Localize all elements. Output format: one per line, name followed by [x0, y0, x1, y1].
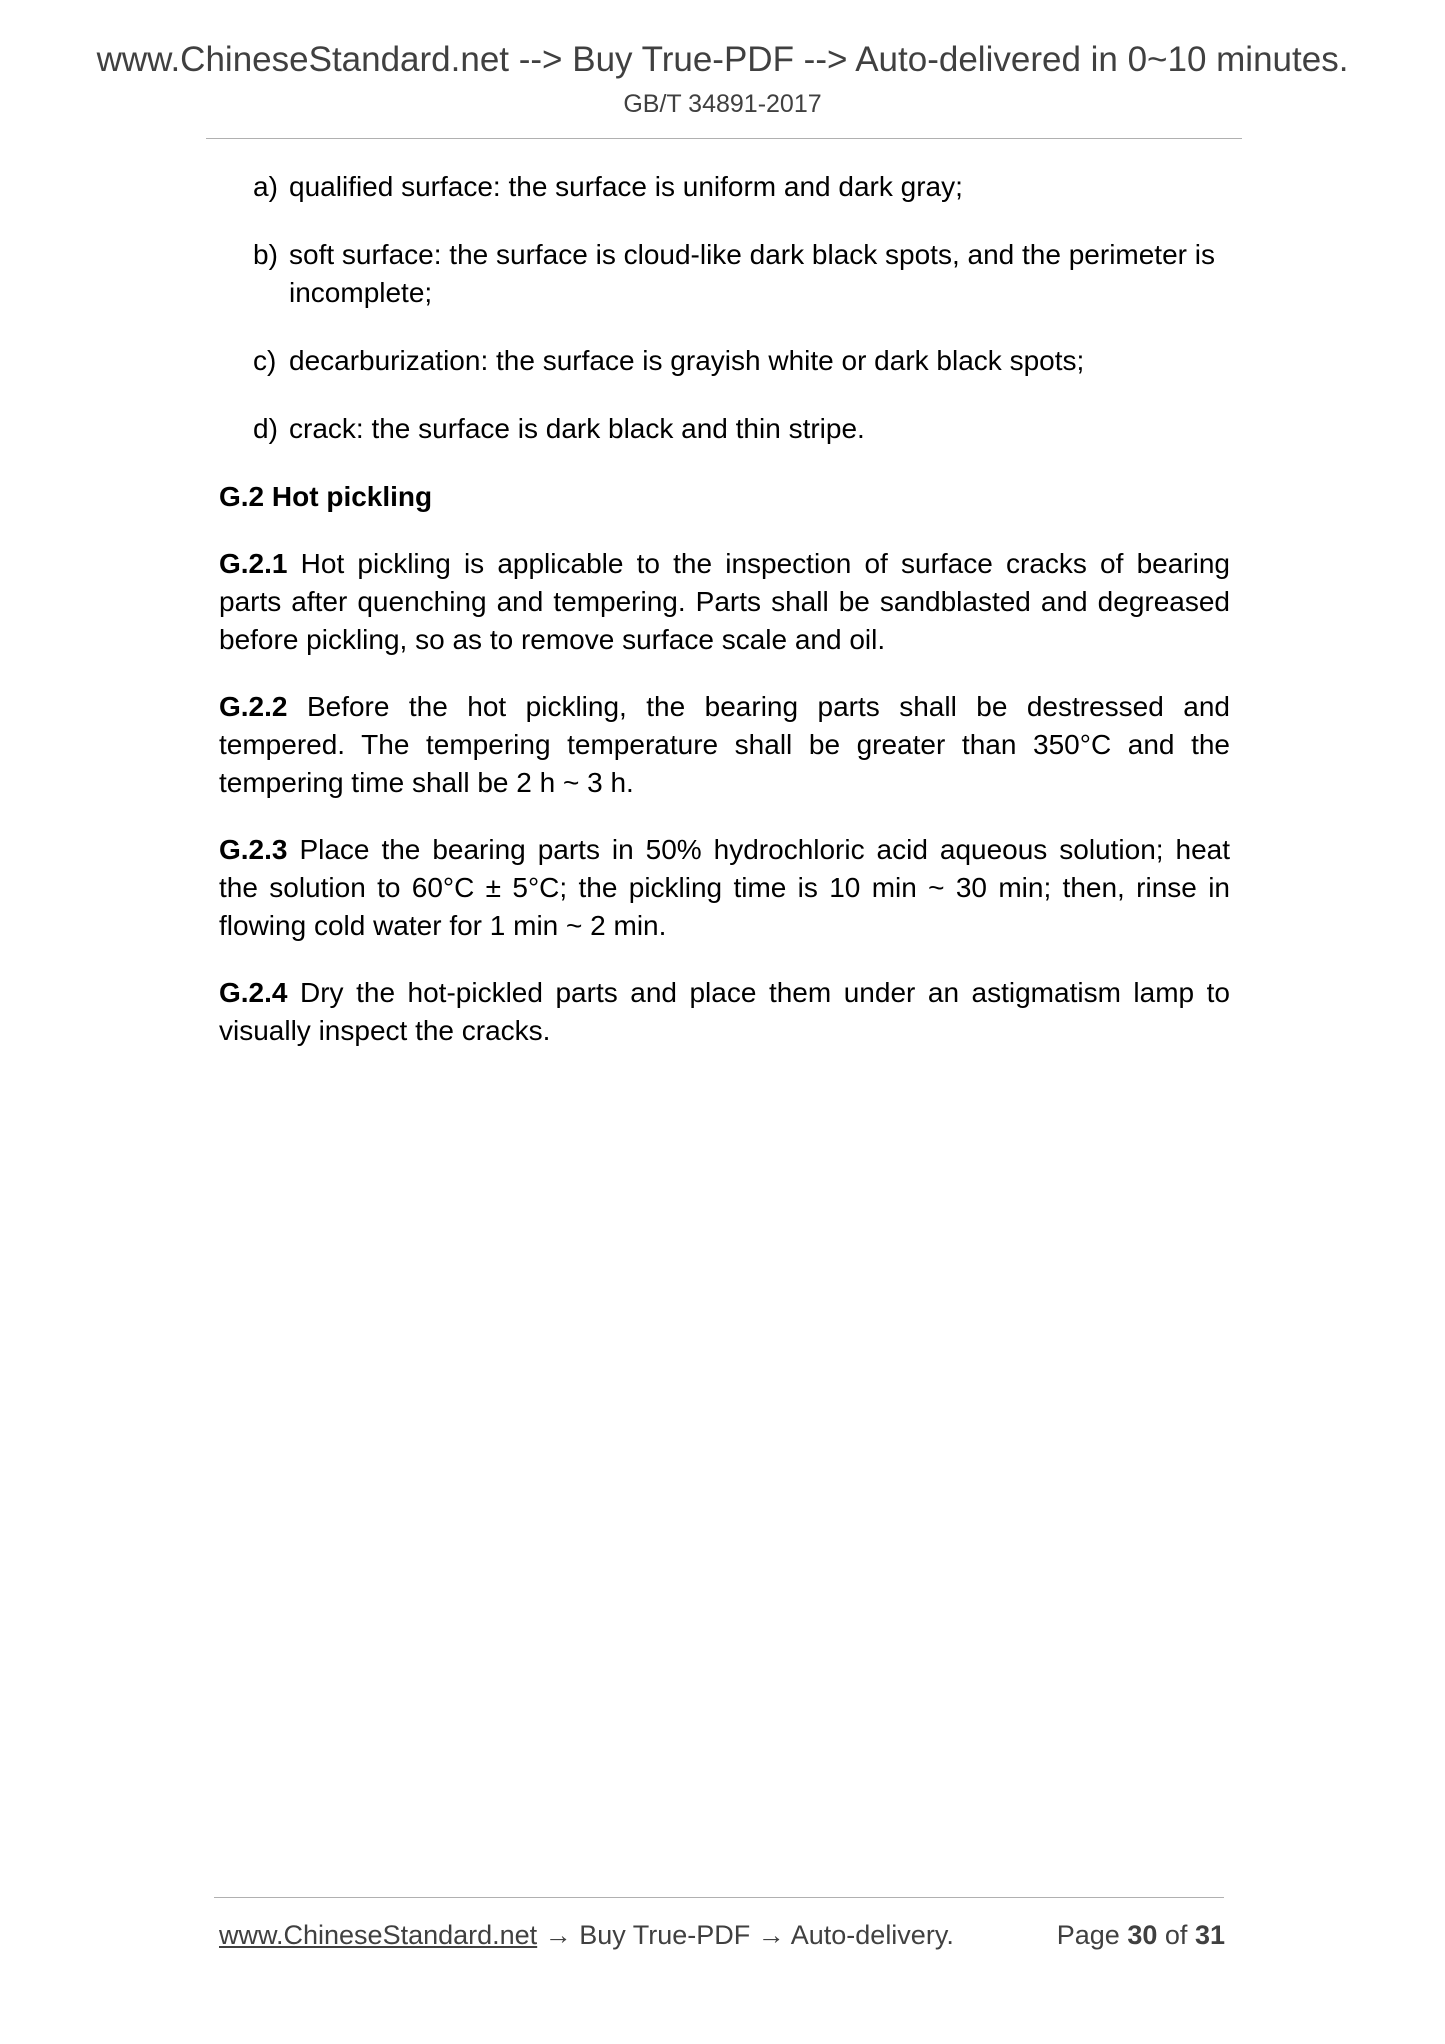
- list-item: [253, 342, 1230, 380]
- clause-paragraph: [219, 545, 1230, 659]
- document-code: GB/T 34891-2017: [623, 90, 822, 118]
- clause-number: G.2.4: [219, 977, 288, 1008]
- page-content: [219, 168, 1230, 1079]
- clause-paragraph: [219, 974, 1230, 1050]
- clause-text: Dry the hot-pickled parts and place them under an astigmatism lamp to visually inspect the cracks.: [219, 977, 1230, 1046]
- clause-text: Before the hot pickling, the bearing parts shall be destressed and tempered. The tempering temperature shall be greater than 350°C and the tempering time shall be 2 h ~ 3 h.: [219, 691, 1230, 798]
- list-marker: b): [253, 239, 278, 270]
- list-item: [253, 236, 1230, 312]
- clause-number: G.2.3: [219, 834, 288, 865]
- page-total: 31: [1194, 1920, 1225, 1950]
- page-label: Page: [1056, 1920, 1120, 1950]
- list-marker: c): [253, 345, 277, 376]
- list-text: decarburization: the surface is grayish white or dark black spots;: [289, 345, 1085, 376]
- section-heading: G.2 Hot pickling: [219, 481, 433, 512]
- of-label: of: [1164, 1920, 1188, 1950]
- list-text: soft surface: the surface is cloud-like dark black spots, and the perimeter is incomplete;: [289, 239, 1215, 308]
- page-indicator: [1057, 1917, 1225, 1953]
- list-text: crack: the surface is dark black and thin stripe.: [289, 413, 865, 444]
- clause-paragraph: [219, 688, 1230, 802]
- clause-text: Place the bearing parts in 50% hydrochloric acid aqueous solution; heat the solution to 60°C ± 5°C; the pickling time is 10 min ~ 30 min; then, rinse in flowing cold water for 1 min ~ 2 min.: [219, 834, 1231, 941]
- list-marker: d): [253, 413, 278, 444]
- top-banner: www.ChineseStandard.net --> Buy True-PDF --> Auto-delivered in 0~10 minutes.: [96, 40, 1349, 79]
- footer-left: [219, 1917, 954, 1953]
- header-divider: [206, 138, 1242, 139]
- footer-tagline: → Buy True-PDF → Auto-delivery.: [537, 1920, 954, 1950]
- page-number: 30: [1127, 1920, 1158, 1950]
- clause-paragraph: [219, 831, 1230, 945]
- list-marker: a): [253, 171, 278, 202]
- clause-number: G.2.2: [219, 691, 288, 722]
- list-item: [253, 168, 1230, 206]
- list-text: qualified surface: the surface is uniform and dark gray;: [289, 171, 963, 202]
- footer-website-link[interactable]: www.ChineseStandard.net: [219, 1920, 538, 1950]
- clause-number: G.2.1: [219, 548, 288, 579]
- list-item: [253, 410, 1230, 448]
- clause-text: Hot pickling is applicable to the inspection of surface cracks of bearing parts after quenching and tempering. Parts shall be sandblasted and degreased before pickling, so as to remove surface scale and oil.: [219, 548, 1230, 655]
- page-footer: [219, 1917, 1225, 1953]
- footer-divider: [214, 1897, 1224, 1898]
